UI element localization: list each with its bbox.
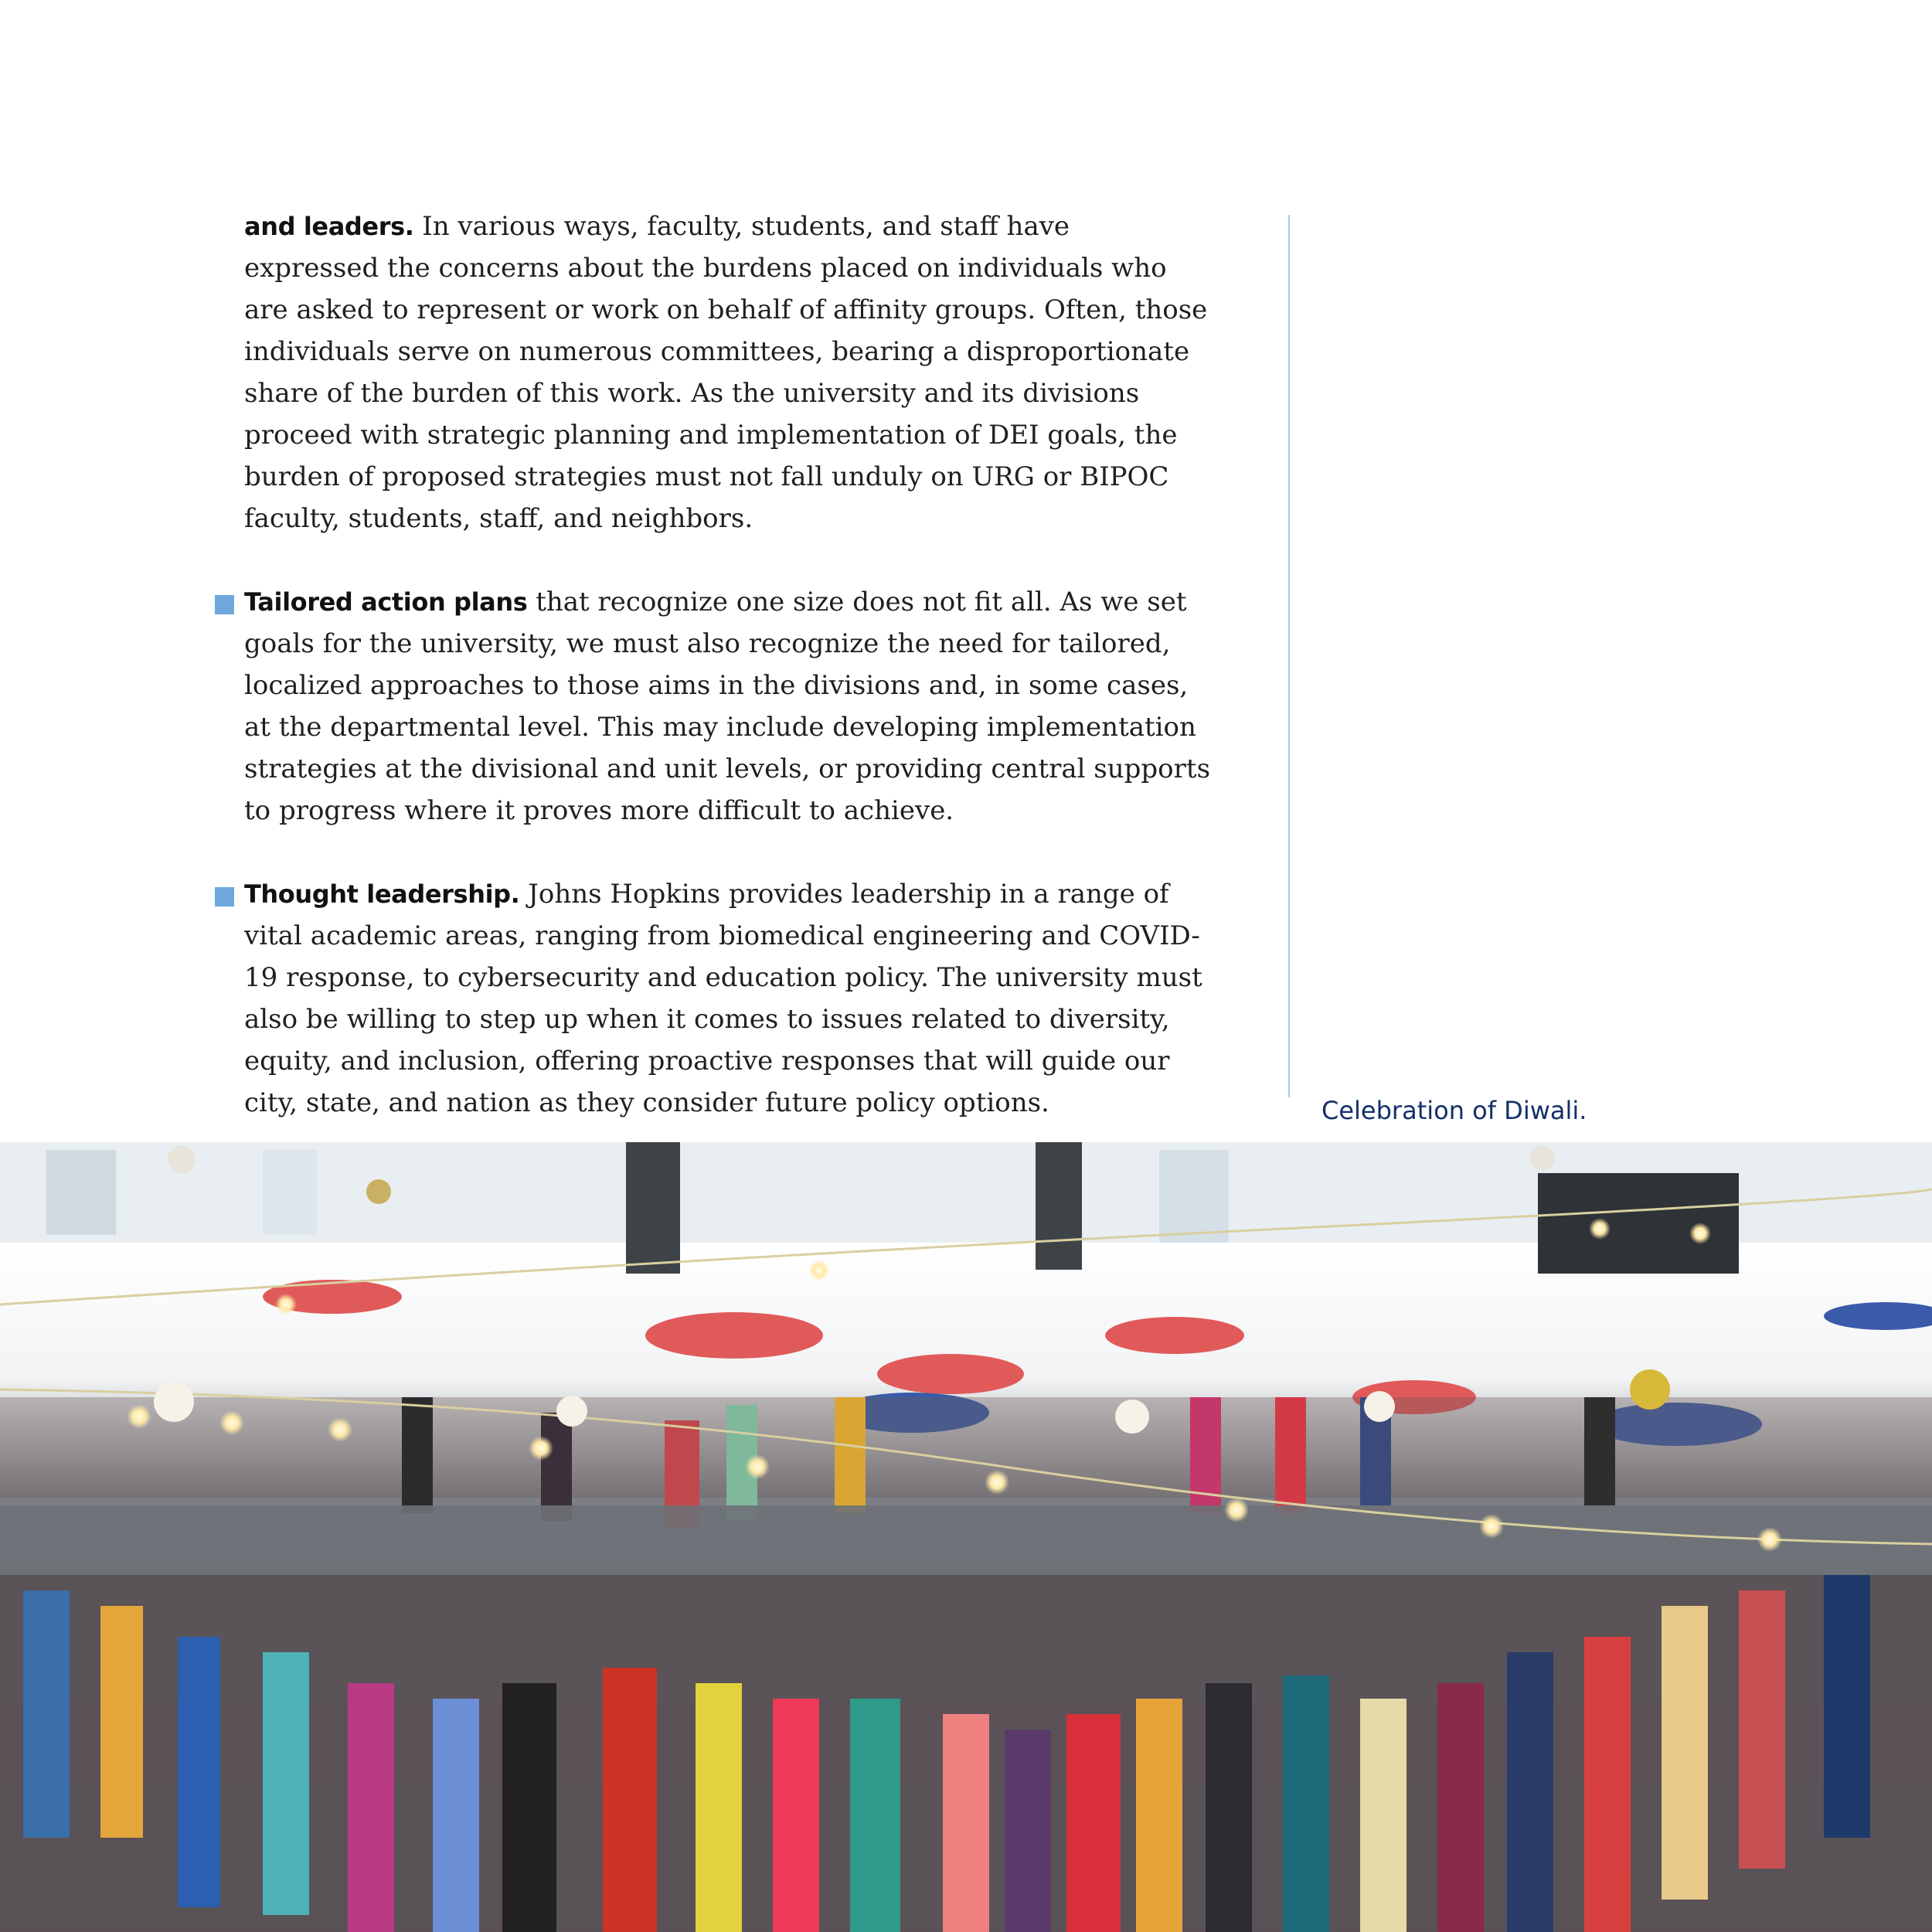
paragraph-body-thought: Johns Hopkins provides leadership in a range of vital academic areas, ranging from biomedical engineering and COVID-19 response, to cybersecurity and education policy. The university must also be willing to step up when it comes to issues related to diversity, equity, and inclusion, offering proactive responses that will guide our city, state, and nation as they consider future policy options. <box>244 879 1202 1118</box>
paragraph-lead-leaders: and leaders. <box>244 212 414 241</box>
body-text-column <box>244 206 1210 1165</box>
paragraph-lead-tailored: Tailored action plans <box>244 587 528 617</box>
photo-caption: Celebration of Diwali. <box>1321 1096 1587 1125</box>
diwali-celebration-photo <box>0 1142 1932 1932</box>
paragraph-body-leaders: In various ways, faculty, students, and staff have expressed the concerns about the burdens placed on individuals who are asked to represent or work on behalf of affinity groups. Often, those individuals serve on numerous committees, bearing a disproportionate share of the burden of this work. As the university and its divisions proceed with strategic planning and implementation of DEI goals, the burden of proposed strategies must not fall unduly on URG or BIPOC faculty, students, staff, and neighbors. <box>244 211 1208 534</box>
bullet-square-icon <box>215 887 234 906</box>
bullet-square-icon <box>215 595 234 614</box>
paragraph-body-tailored: that recognize one size does not fit all. As we set goals for the university, we must also recognize the need for tailored, localized approaches to those aims in the divisions and, in some cases, at the departmental level. This may include developing implementation strategies at the divisional and unit levels, or providing central supports to progress where it proves more difficult to achieve. <box>244 587 1211 826</box>
paragraph-continued <box>244 206 1210 539</box>
bullet-thought-leadership <box>244 873 1210 1124</box>
paragraph-lead-thought: Thought leadership. <box>244 879 520 909</box>
bullet-tailored-action-plans <box>244 581 1210 832</box>
vertical-divider-rule <box>1288 215 1290 1097</box>
